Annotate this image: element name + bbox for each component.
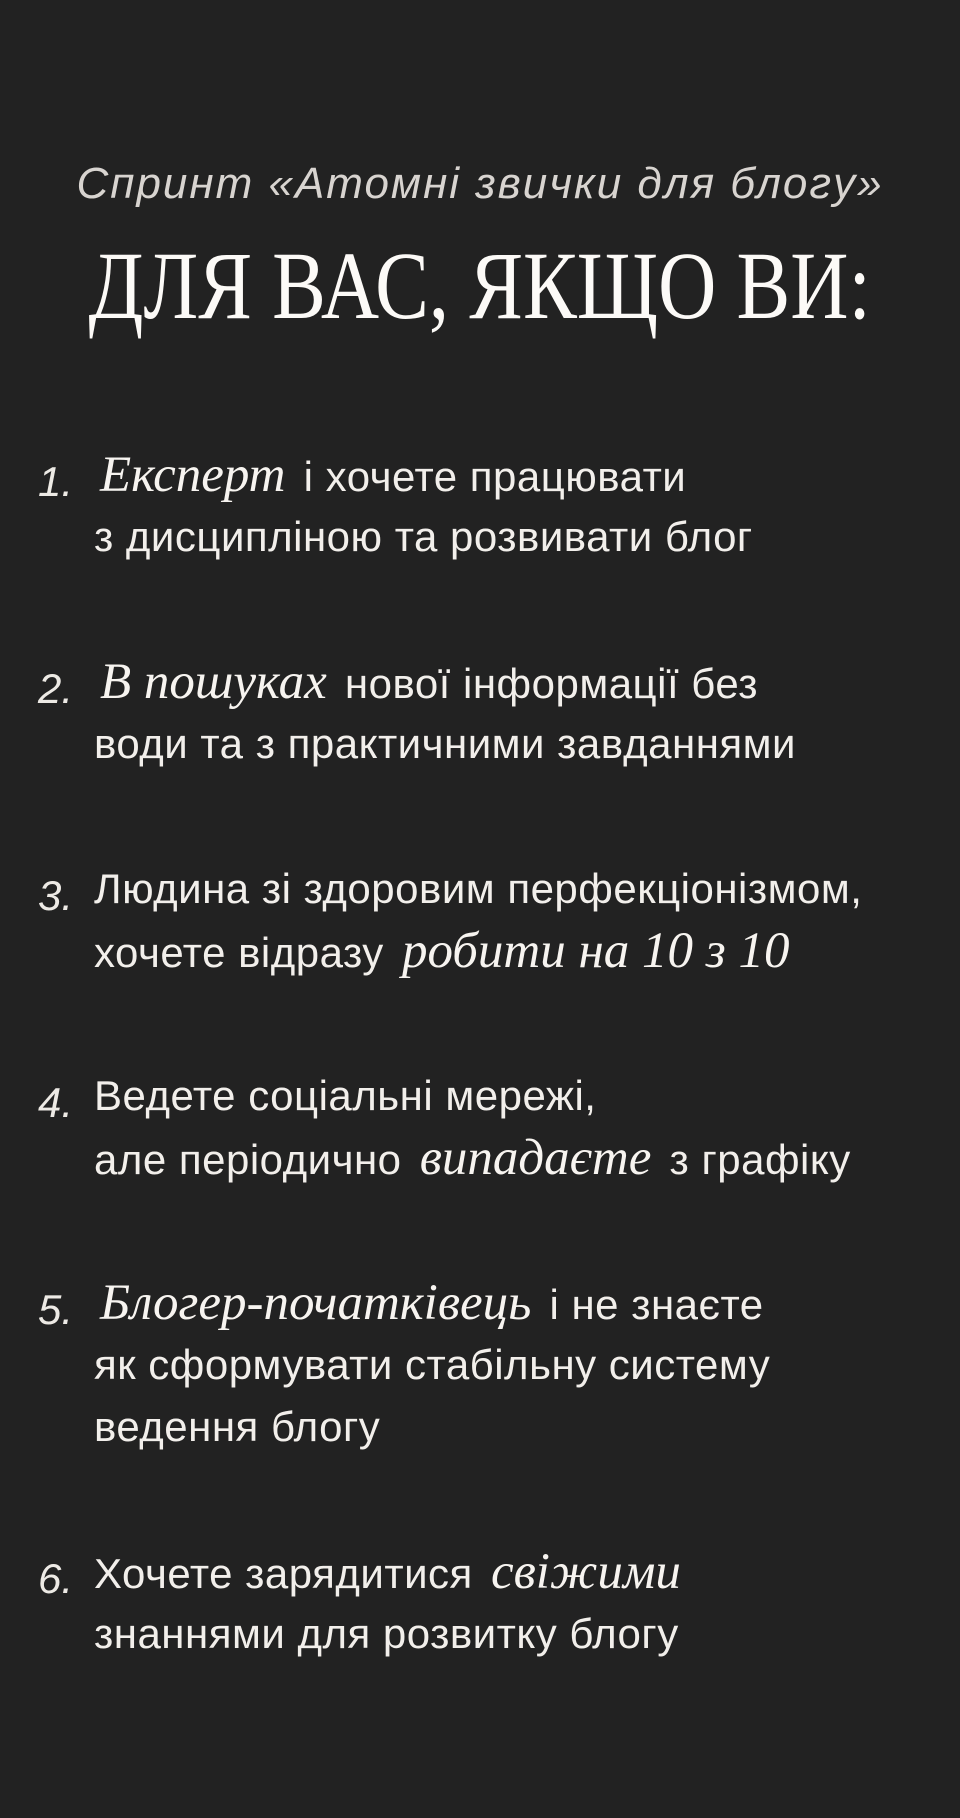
text-segment: з графіку	[657, 1136, 851, 1183]
text-line	[94, 920, 862, 982]
item-number: 4.	[38, 1079, 74, 1126]
text-segment: води та з практичними завданнями	[94, 720, 796, 767]
item-number: 6.	[38, 1555, 74, 1602]
text-segment: з дисципліною та розвивати блог	[94, 513, 753, 560]
text-line	[94, 1396, 770, 1458]
item-text	[94, 444, 753, 568]
item-number: 2.	[38, 665, 74, 712]
list-item-2	[38, 651, 930, 775]
list-item-4	[38, 1065, 930, 1189]
text-segment: знаннями для розвитку блогу	[94, 1610, 679, 1657]
text-line	[94, 506, 753, 568]
item-text	[94, 1272, 770, 1458]
text-segment: але періодично	[94, 1136, 414, 1183]
item-number: 1.	[38, 458, 74, 505]
text-segment-em: Блогер-початківець	[100, 1275, 532, 1331]
text-segment-em: В пошуках	[100, 654, 327, 710]
text-line	[94, 1127, 851, 1189]
text-segment-em: робити на 10 з 10	[401, 923, 790, 979]
text-line	[94, 651, 796, 713]
text-segment: Ведете соціальні мережі,	[94, 1072, 597, 1119]
text-line	[94, 1541, 687, 1603]
list-item-6	[38, 1541, 930, 1665]
text-segment: і не знаєте	[537, 1281, 764, 1328]
item-number: 5.	[38, 1286, 74, 1333]
page-title: ДЛЯ ВАС, ЯКЩО ВИ:	[88, 232, 872, 339]
text-line	[94, 713, 796, 775]
text-segment-em: Експерт	[100, 447, 286, 503]
item-text	[94, 651, 796, 775]
text-segment-em: свіжими	[490, 1544, 681, 1600]
text-segment: і хочете працювати	[291, 453, 687, 500]
text-segment: нової інформації без	[332, 660, 759, 707]
item-text	[94, 1065, 851, 1189]
sprint-subtitle: Спринт «Атомні звички для блогу»	[76, 159, 884, 208]
text-line	[94, 1334, 770, 1396]
text-line	[94, 1065, 851, 1127]
page-title-wrap	[0, 232, 960, 339]
list-item-3	[38, 858, 930, 982]
audience-list	[38, 444, 930, 1748]
text-line	[94, 858, 862, 920]
text-segment-em: випадаєте	[419, 1130, 652, 1186]
text-segment: Хочете зарядитися	[94, 1550, 485, 1597]
item-text	[94, 858, 862, 982]
text-segment: ведення блогу	[94, 1403, 381, 1450]
list-item-5	[38, 1272, 930, 1458]
item-number: 3.	[38, 872, 74, 919]
list-item-1	[38, 444, 930, 568]
text-line	[94, 1603, 687, 1665]
text-segment: як сформувати стабільну систему	[94, 1341, 771, 1388]
text-line	[94, 444, 753, 506]
text-segment: хочете відразу	[94, 929, 396, 976]
text-line	[94, 1272, 770, 1334]
text-segment: Людина зі здоровим перфекціонізмом,	[94, 865, 863, 912]
item-text	[94, 1541, 687, 1665]
